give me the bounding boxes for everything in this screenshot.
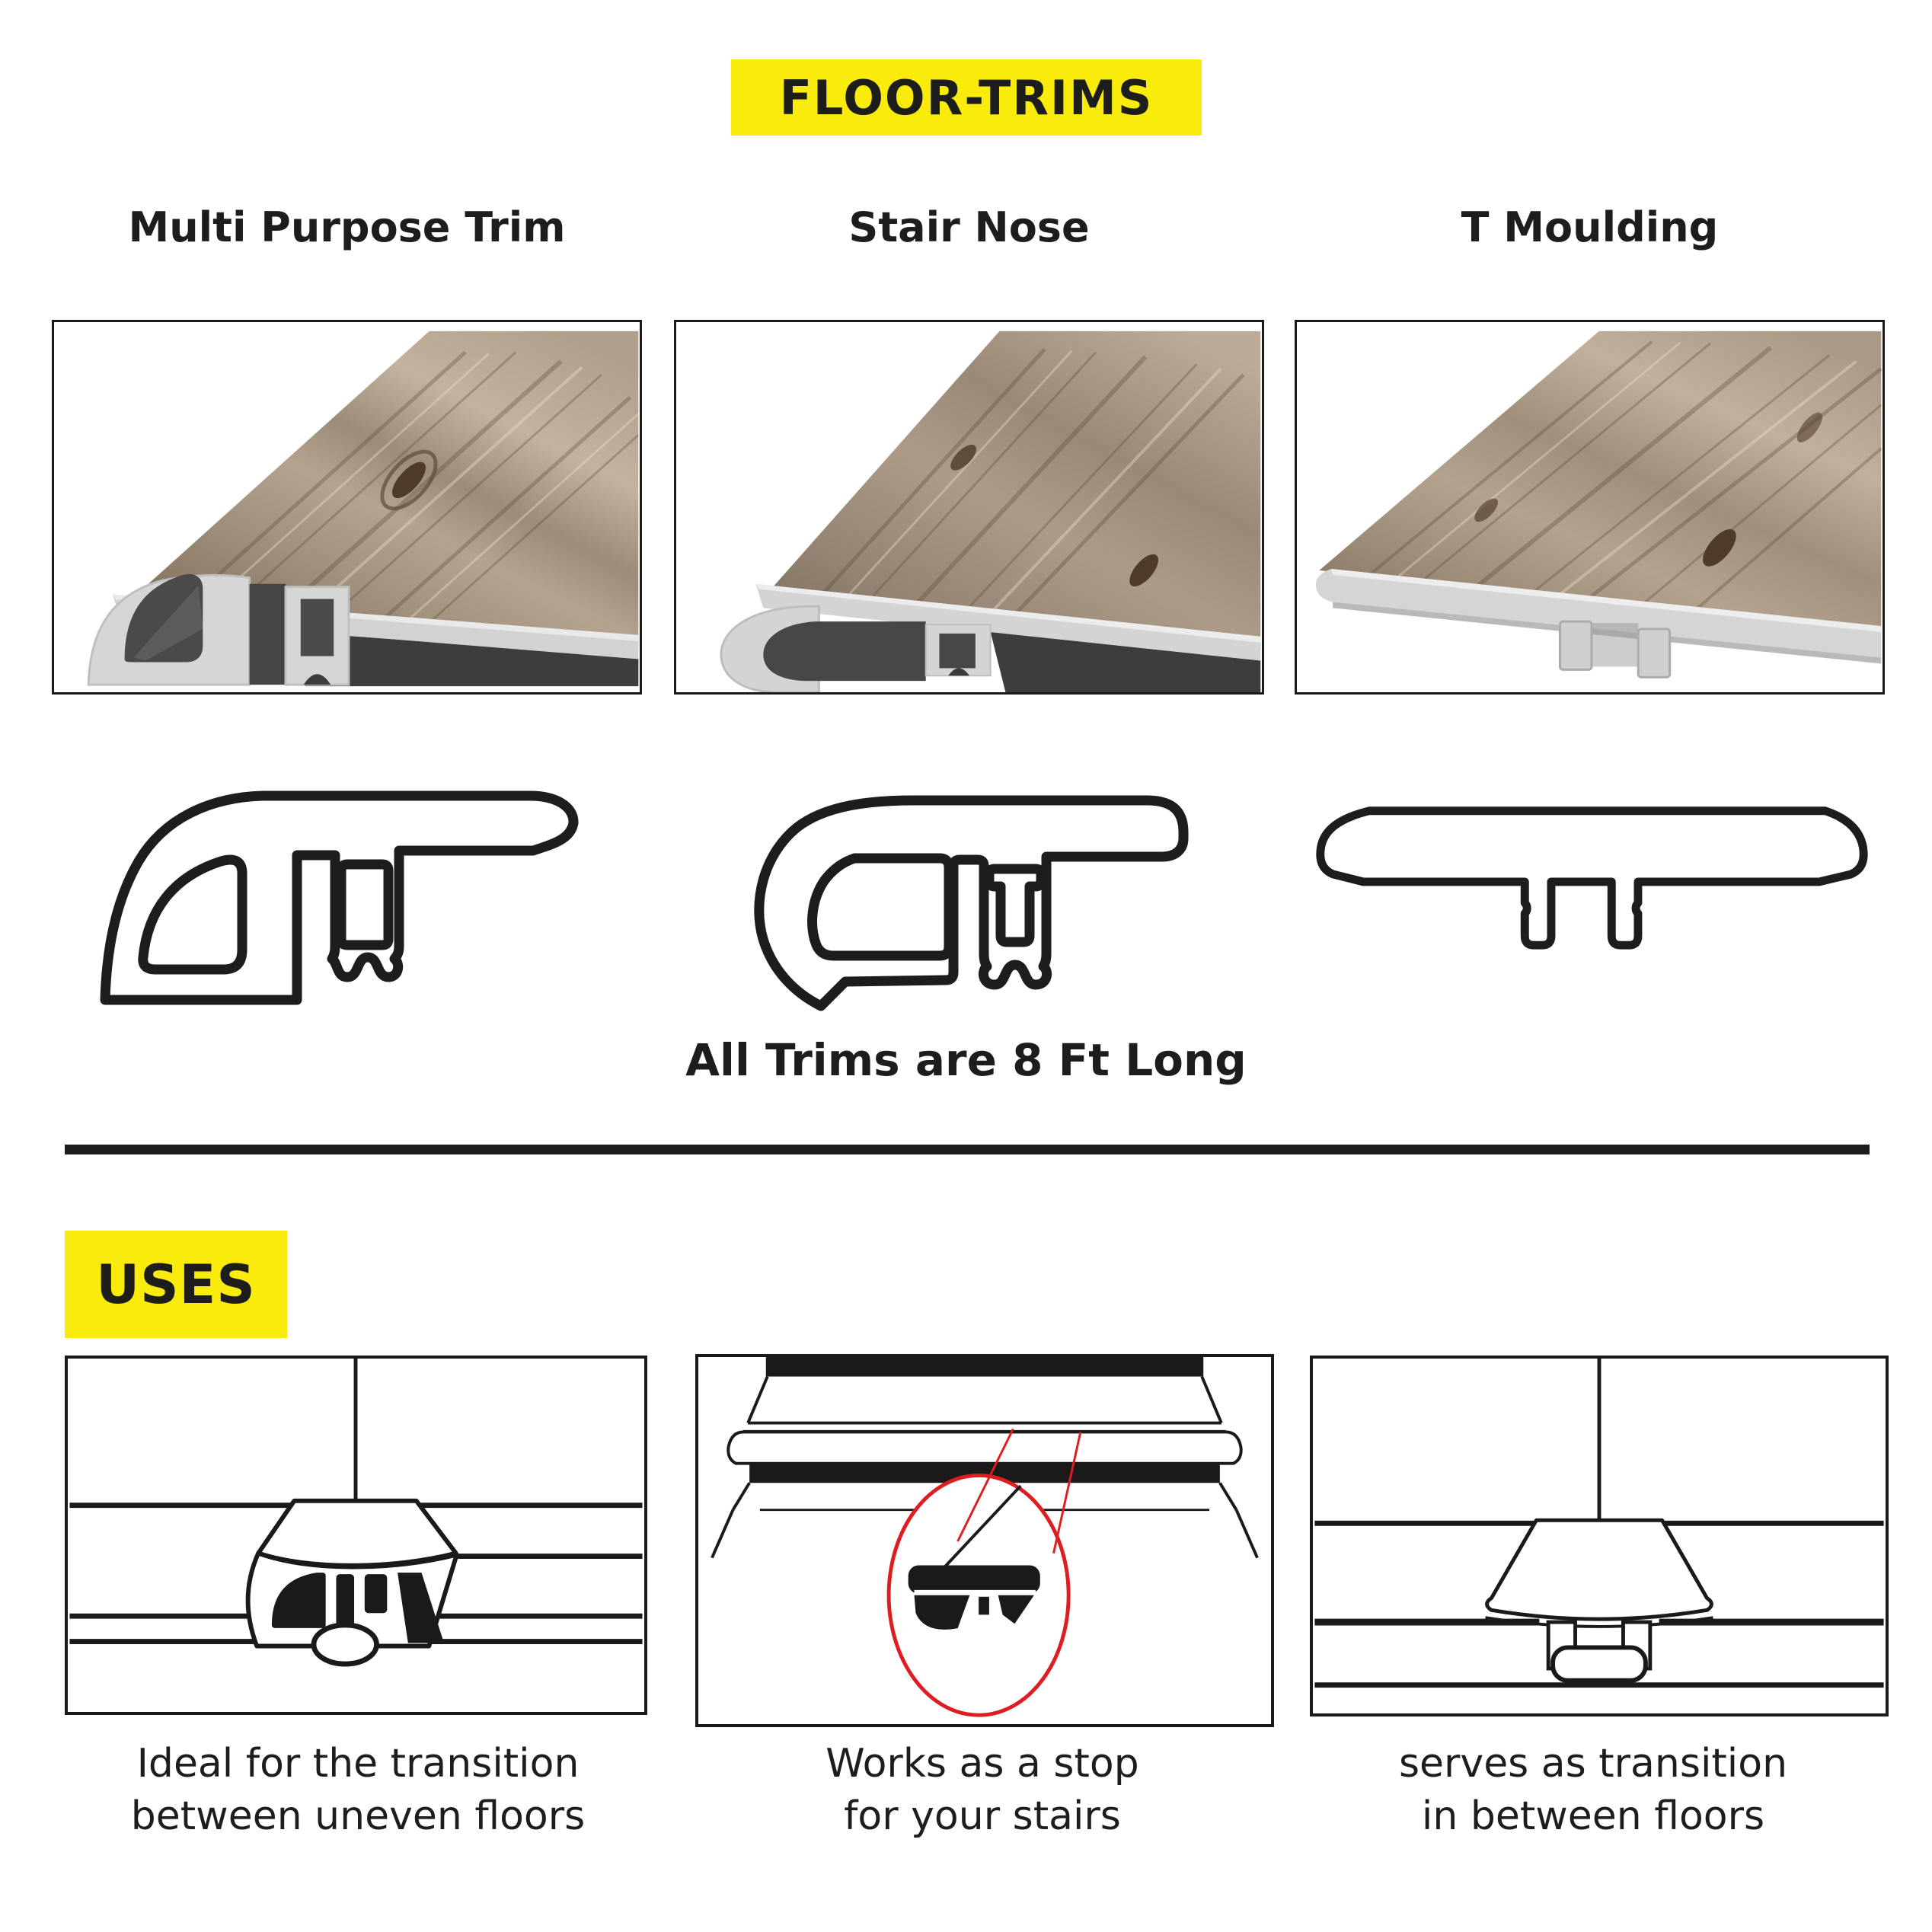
title-highlight [731, 59, 1202, 136]
caption-line: Ideal for the transition [136, 1741, 580, 1787]
use-caption-uneven-floors [53, 1738, 663, 1842]
multi-purpose-trim-profile-drawing [76, 758, 609, 1009]
stair-nose-profile-icon [723, 765, 1218, 1070]
trim-length-note: All Trims are 8 Ft Long [685, 1034, 1247, 1086]
caption-line: serves as transition [1398, 1741, 1788, 1787]
uses-diagram-between-floors [1310, 1356, 1889, 1716]
uses-highlight [65, 1231, 287, 1338]
multi-purpose-trim-profile-icon [76, 758, 609, 1009]
use-caption-stair-stop [678, 1738, 1287, 1842]
uses-label: USES [96, 1253, 256, 1316]
t-moulding-profile-drawing [1296, 788, 1886, 962]
t-moulding-photo [1295, 320, 1885, 695]
caption-line: Works as a stop [825, 1741, 1139, 1787]
caption-line: for your stairs [844, 1793, 1121, 1839]
trim-label-t-moulding: T Moulding [1461, 203, 1719, 251]
trim-label-multi-purpose: Multi Purpose Trim [128, 203, 566, 251]
section-divider [65, 1145, 1870, 1154]
multi-purpose-trim-render-icon [54, 322, 640, 692]
trim-label-stair-nose: Stair Nose [848, 203, 1090, 251]
stair-nose-render-icon [676, 322, 1262, 692]
caption-line: in between floors [1421, 1793, 1765, 1839]
stair-stop-diagram-icon [698, 1357, 1271, 1724]
use-caption-between-floors [1289, 1738, 1898, 1842]
multi-purpose-trim-photo [52, 320, 642, 695]
uneven-floors-diagram-icon [68, 1359, 644, 1712]
uses-diagram-uneven-floors [65, 1356, 647, 1715]
page-title: FLOOR-TRIMS [779, 69, 1154, 126]
t-moulding-render-icon [1297, 322, 1883, 692]
stair-nose-photo [674, 320, 1264, 695]
stair-nose-profile-drawing [723, 765, 1218, 1070]
uses-diagram-stair-stop [695, 1354, 1274, 1727]
between-floors-diagram-icon [1313, 1359, 1886, 1713]
caption-line: between uneven floors [130, 1793, 586, 1839]
t-moulding-profile-icon [1296, 788, 1886, 962]
